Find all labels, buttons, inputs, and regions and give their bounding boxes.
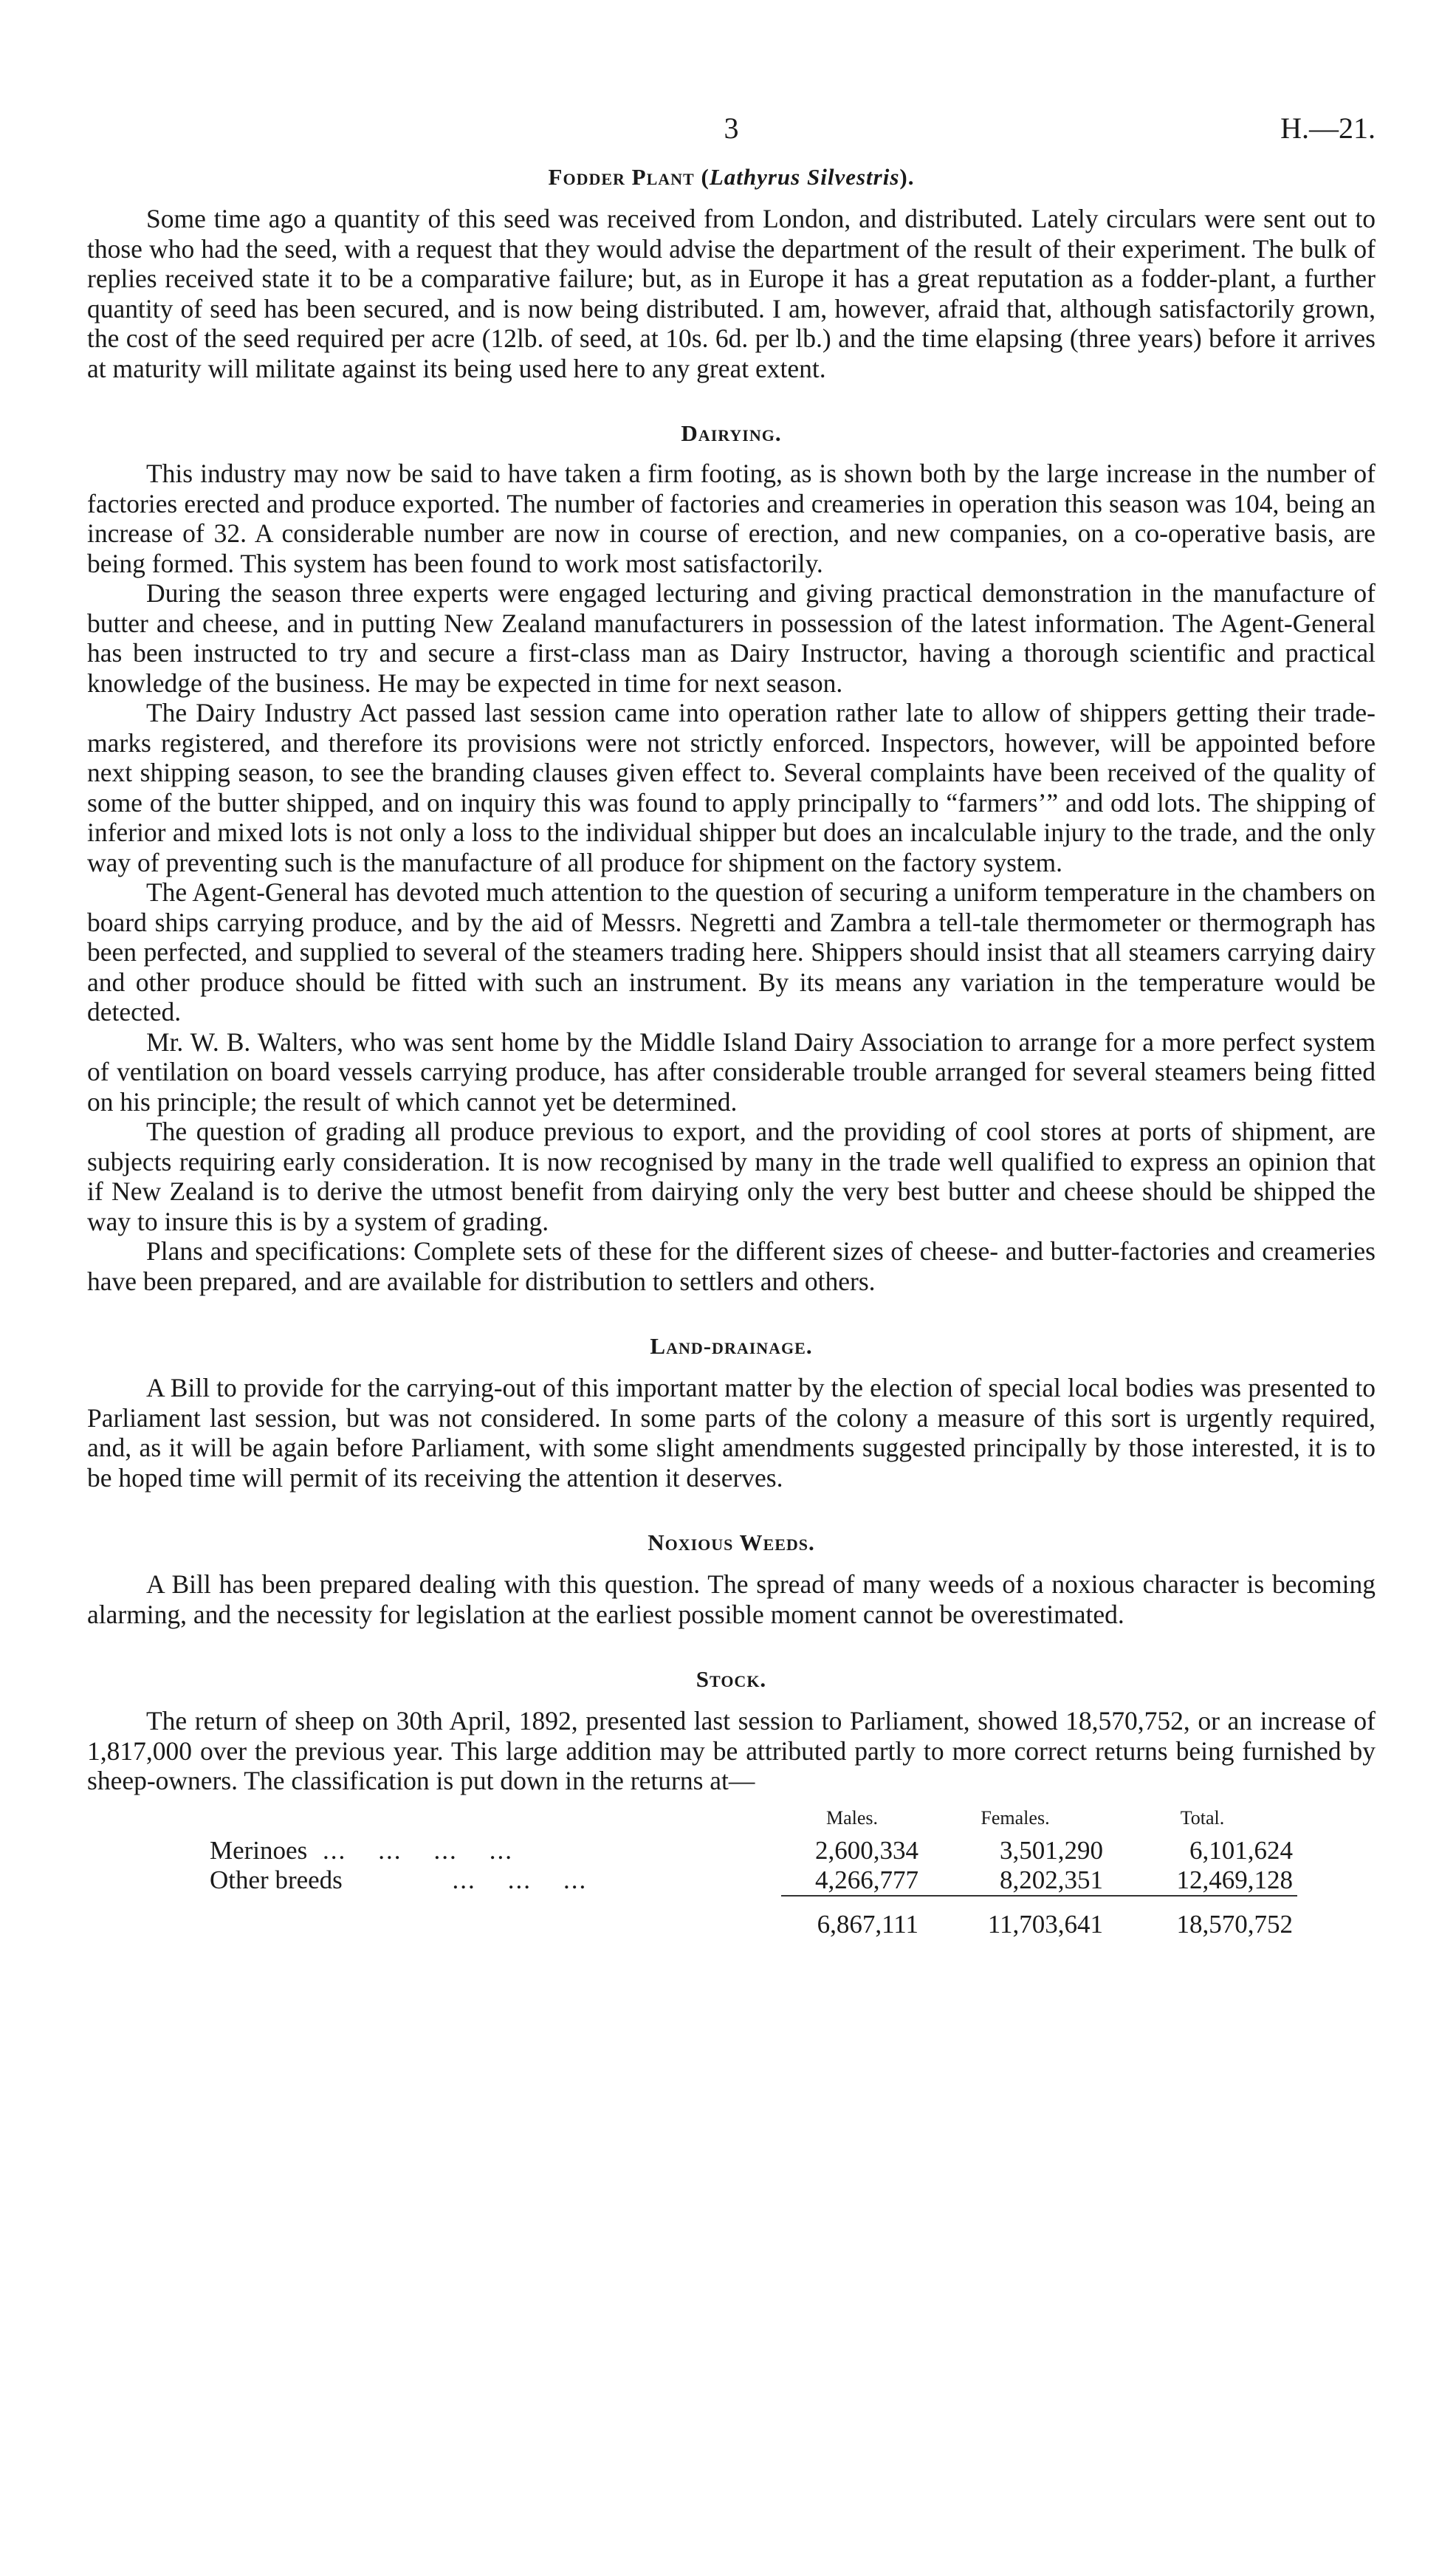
females-total: 11,703,641 (923, 1896, 1108, 1939)
column-header-females: Females. (981, 1806, 1050, 1829)
section-stock (87, 1666, 1376, 1939)
document-page (87, 111, 1376, 1939)
leader-dots: ... ... ... ... (322, 1835, 513, 1865)
paragraph: A Bill to provide for the carrying-out of this important matter by the election of special local bodies was presented to Parliament last session, but was not considered. In some parts of the colony a measure of this sort is urgently required, and, as it will be again before Parliament, with some slight amendments suggested principally by those interested, it is to be hoped time will permit of its receiving the attention it deserves. (87, 1373, 1376, 1493)
total-value: 6,101,624 (1189, 1835, 1293, 1865)
row-label-cell (205, 1865, 781, 1896)
sheep-classification-table (205, 1803, 1376, 1939)
column-header-males: Males. (825, 1806, 879, 1829)
totals-label-cell (205, 1896, 781, 1939)
title-text: Fodder Plant ( (548, 164, 710, 190)
document-reference: H.—21. (1280, 112, 1376, 145)
title-italic-text: Lathyrus Silvestris (709, 164, 900, 190)
page-number: 3 (724, 112, 739, 145)
paragraph: The Agent-General has devoted much attention to the question of securing a uniform temperature in the chambers on board ships carrying produce, and by the aid of Messrs. Negretti and Zambra a tell-tale thermometer or thermograph has been perfected, and supplied to several of the steamers trading here. Shippers should insist that all steamers carrying dairy and other produce should be fitted with such an instrument. By its means any variation in the temperature would be detected. (87, 877, 1376, 1027)
paragraph: The Dairy Industry Act passed last session came into operation rather late to allow of shippers getting their trade-marks registered, and therefore its provisions were not strictly enforced. Inspectors, however, will be appointed before next shipping season, to see the branding clauses given effect to. Several complaints have been received of the quality of some of the butter shipped, and on inquiry this was found to apply principally to “farmers’” and odd lots. The shipping of inferior and mixed lots is not only a loss to the individual shipper but does an incalculable injury to the trade, and the only way of preventing such is the manufacture of all produce for shipment on the factory system. (87, 698, 1376, 877)
section-title-land-drainage: Land-drainage. (650, 1333, 813, 1359)
title-end-text: ). (899, 164, 915, 190)
paragraph: A Bill has been prepared dealing with this question. The spread of many weeds of a noxious character is becoming alarming, and the necessity for legislation at the earliest possible moment cannot be overestimated. (87, 1569, 1376, 1629)
blank-header (205, 1803, 781, 1836)
section-title-noxious-weeds: Noxious Weeds. (648, 1529, 815, 1555)
section-title-dairying: Dairying. (681, 420, 782, 446)
grand-total: 18,570,752 (1108, 1896, 1297, 1939)
section-title-fodder-plant (87, 164, 1376, 191)
females-value: 3,501,290 (1000, 1835, 1103, 1865)
column-header-total: Total. (1180, 1806, 1225, 1829)
section-title-stock: Stock. (696, 1666, 767, 1692)
males-value: 2,600,334 (815, 1835, 918, 1865)
total-value: 12,469,128 (1176, 1865, 1293, 1894)
leader-dots: ... ... ... (452, 1865, 588, 1894)
paragraph: During the season three experts were engaged lecturing and giving practical demonstration in the manufacture of butter and cheese, and in putting New Zealand manufacturers in possession of the latest information. The Agent-General has been instructed to try and secure a first-class man as Dairy Instructor, having a thorough scientific and practical knowledge of the business. He may be expected in time for next season. (87, 578, 1376, 698)
males-total: 6,867,111 (781, 1896, 923, 1939)
section-fodder-plant (87, 164, 1376, 383)
page-header (87, 111, 1376, 155)
paragraph: Mr. W. B. Walters, who was sent home by the Middle Island Dairy Association to arrange for a more perfect system of ventilation on board vessels carrying produce, has after considerable trouble arranged for several steamers being fitted on his principle; the result of which cannot yet be determined. (87, 1027, 1376, 1117)
section-land-drainage (87, 1333, 1376, 1493)
row-label: Other breeds (210, 1865, 343, 1894)
table-row (205, 1836, 1297, 1865)
females-value: 8,202,351 (1000, 1865, 1103, 1894)
males-value: 4,266,777 (815, 1865, 918, 1894)
paragraph: This industry may now be said to have taken a firm footing, as is shown both by the large increase in the number of factories erected and produce exported. The number of factories and creameries in operation this season was 104, being an increase of 32. A considerable number are now in course of erection, and new companies, on a co-operative basis, are being formed. This system has been found to work most satisfactorily. (87, 459, 1376, 578)
row-label: Merinoes (210, 1835, 308, 1865)
paragraph: Plans and specifications: Complete sets of these for the different sizes of cheese- and butter-factories and creameries have been prepared, and are available for distribution to settlers and others. (87, 1236, 1376, 1296)
table-header-row (205, 1803, 1297, 1836)
paragraph: The question of grading all produce previous to export, and the providing of cool stores at ports of shipment, are subjects requiring early consideration. It is now recognised by many in the trade well qualified to express an opinion that if New Zealand is to derive the utmost benefit from dairying only the very best butter and cheese should be shipped the way to insure this is by a system of grading. (87, 1117, 1376, 1236)
paragraph: Some time ago a quantity of this seed was received from London, and distributed. Lately circulars were sent out to those who had the seed, with a request that they would advise the department of the result of their experiment. The bulk of replies received state it to be a comparative failure; but, as in Europe it has a great reputation as a fodder-plant, a further quantity of seed has been secured, and is now being distributed. I am, however, afraid that, although satisfactorily grown, the cost of the seed required per acre (12lb. of seed, at 10s. 6d. per lb.) and the time elapsing (three years) before it arrives at maturity will militate against its being used here to any great extent. (87, 204, 1376, 383)
section-dairying (87, 420, 1376, 1296)
paragraph: The return of sheep on 30th April, 1892, presented last session to Parliament, showed 18,570,752, or an increase of 1,817,000 over the previous year. This large addition may be attributed partly to more correct returns being furnished by sheep-owners. The classification is put down in the returns at— (87, 1706, 1376, 1795)
row-label-cell (205, 1836, 781, 1865)
table-row (205, 1865, 1297, 1896)
totals-row (205, 1896, 1297, 1939)
section-noxious-weeds (87, 1529, 1376, 1629)
